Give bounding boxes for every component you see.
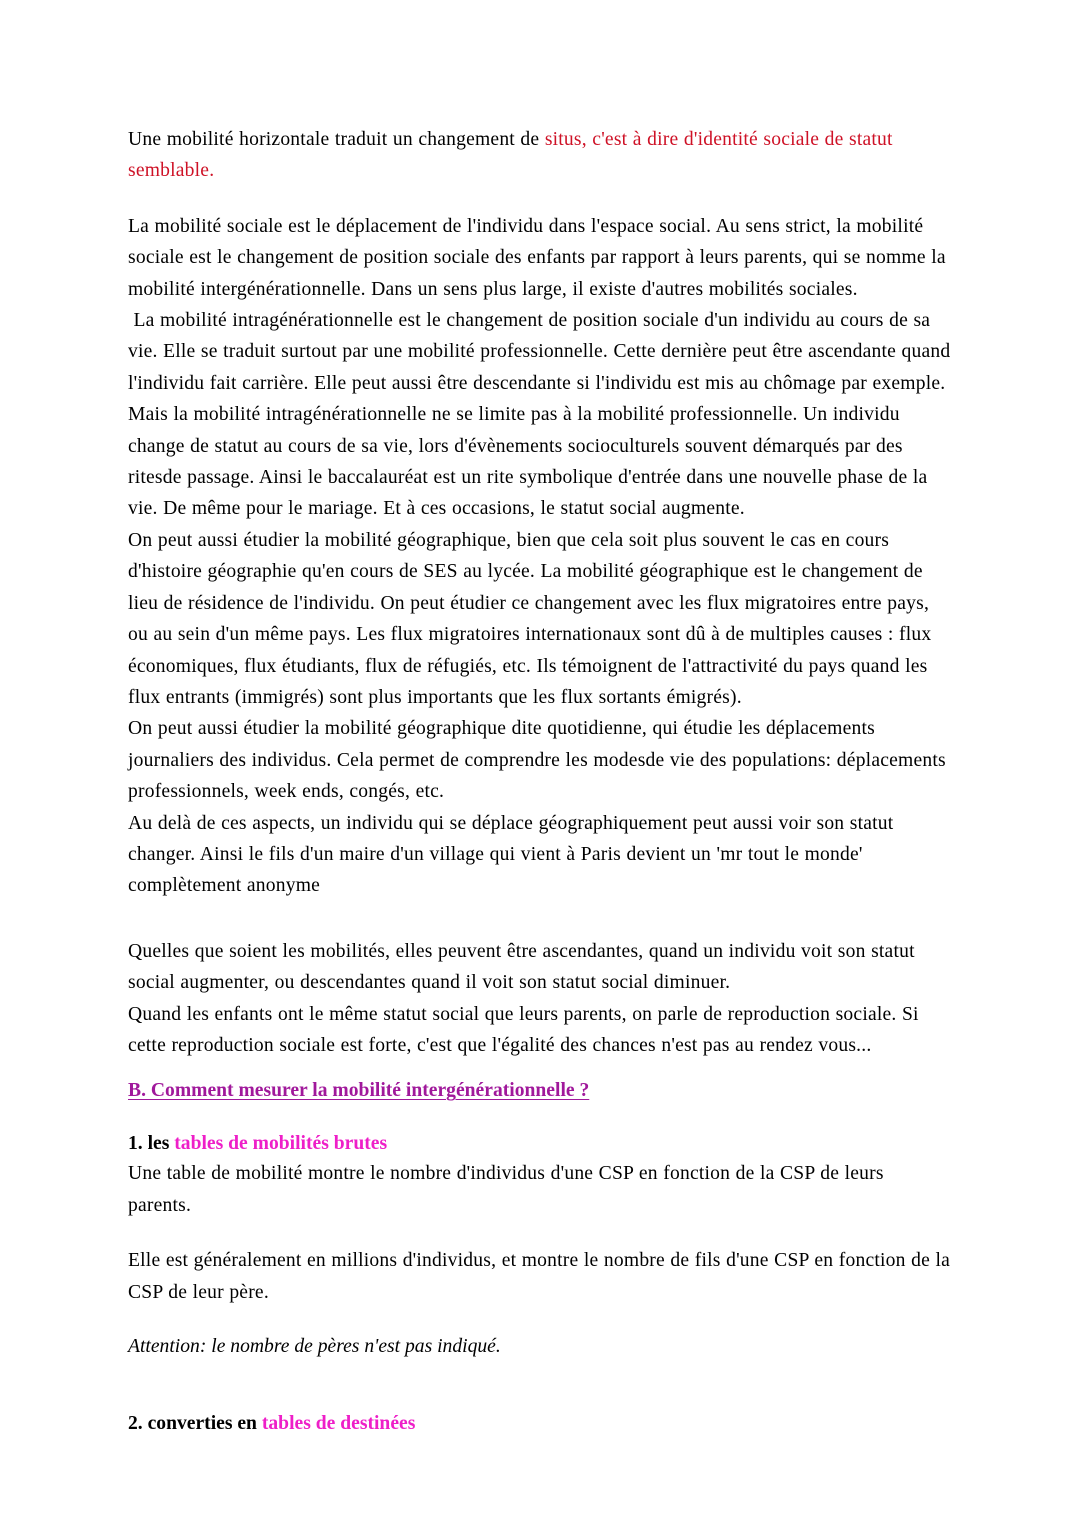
paragraph-red-period: . (209, 160, 215, 182)
paragraph-table-millions: Elle est généralement en millions d'individus, et montre le nombre de fils d'une CSP en fonction de la CSP de leur père. (128, 1250, 951, 1303)
subheading-2-accent: tables de destinées (261, 1413, 416, 1434)
paragraph-social-mobility-definition: La mobilité sociale est le déplacement de l'individu dans l'espace social. Au sens strict, la mobilité sociale est le changement de position sociale des enfants par rapport à leurs parents, qui se nomme la mobilité intergénérationnelle. Dans un sens plus large, il existe d'autres mobilités sociales. (128, 215, 946, 300)
subheading-1-accent: tables de mobilités brutes (174, 1133, 388, 1155)
spacer (128, 1105, 952, 1129)
spacer (128, 1361, 952, 1409)
paragraph-geographic-mobility: On peut aussi étudier la mobilité géographique, bien que cela soit plus souvent le cas en cours d'histoire géographie qu'en cours de SES au lycée. La mobilité géographique est le changement de lieu de résidence de l'individu. On peut étudier ce changement avec les flux migratoires entre pays, ou au sein d'un même pays. Les flux migratoires internationaux sont dû à de multiples causes : flux économiques, flux étudiants, flux de réfugiés, etc. Ils témoignent de l'attractivité du pays quand les flux entrants (immigrés) sont plus importants que les flux sortants émigrés). (128, 529, 932, 708)
document-body (128, 124, 956, 1438)
paragraph-definition-horizontal-mobility (128, 124, 952, 187)
section-heading-b: B. Comment mesurer la mobilité intergénérationnelle ? (128, 1080, 590, 1102)
paragraph-lead-text: Une mobilité horizontale traduit un changement de (128, 129, 545, 150)
spacer (128, 902, 952, 936)
note-attention: Attention: le nombre de pères n'est pas indiqué. (128, 1336, 501, 1357)
paragraph-table-mobility-definition: Une table de mobilité montre le nombre d'individus d'une CSP en fonction de la CSP de leurs parents. (128, 1163, 884, 1216)
paragraph-social-reproduction: Quand les enfants ont le même statut social que leurs parents, on parle de reproduction sociale. Si cette reproduction sociale est forte, c'est que l'égalité des chances n'est pas au rendez vous... (128, 1003, 919, 1056)
paragraph-status-change: Au delà de ces aspects, un individu qui se déplace géographiquement peut aussi voir son statut changer. Ainsi le fils d'un maire d'un village qui vient à Paris devient un 'mr tout le monde' complètement anonyme (128, 812, 894, 897)
subheading-item-1 (128, 1129, 952, 1158)
paragraph-daily-mobility: On peut aussi étudier la mobilité géographique dite quotidienne, qui étudie les déplacements journaliers des individus. Cela permet de comprendre les modesde vie des populations: déplacements professionnels, week ends, congés, etc. (128, 718, 946, 803)
spacer (128, 1061, 952, 1077)
spacer (128, 187, 952, 211)
paragraph-ascending-descending: Quelles que soient les mobilités, elles peuvent être ascendantes, quand un individu voit son statut social augmenter, ou descendantes quand il voit son statut social diminuer. (128, 940, 915, 994)
section-heading-b-wrapper (128, 1077, 952, 1105)
spacer (128, 1308, 952, 1332)
spacer (128, 1221, 952, 1245)
subheading-2-prefix: 2. converties en (128, 1413, 262, 1434)
subheading-1-prefix: 1. les (128, 1133, 175, 1155)
paragraph-intragenerational-mobility: La mobilité intragénérationnelle est le changement de position sociale d'un individu au cours de sa vie. Elle se traduit surtout par une mobilité professionnelle. Cette dernière peut être ascendante quand l'individu fait carrière. Elle peut aussi être descendante si l'individu est mis au chômage par exemple. Mais la mobilité intragénérationnelle ne se limite pas à la mobilité professionnelle. Un individu change de statut au cours de sa vie, lors d'évènements socioculturels souvent démarqués par des ritesde passage. Ainsi le baccalauréat est un rite symbolique d'entrée dans une nouvelle phase de la vie. De même pour le mariage. Et à ces occasions, le statut social augmente. (128, 310, 956, 520)
paragraph-red-emphasis: situs, c'est à dire d'identité sociale de statut semblable (128, 129, 893, 182)
subheading-item-2 (128, 1409, 952, 1438)
